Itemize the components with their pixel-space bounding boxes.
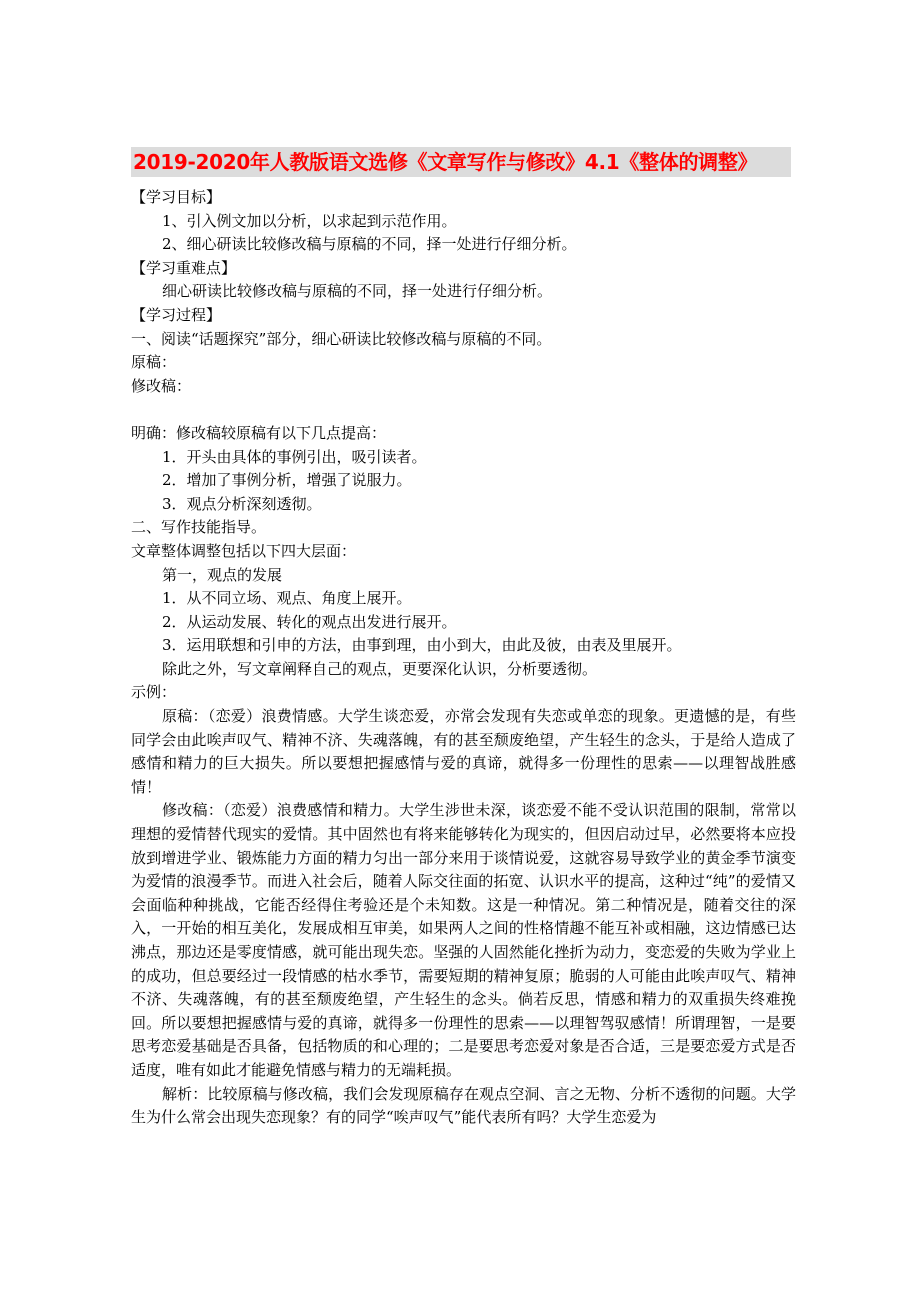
level-item: 2．从运动发展、转化的观点出发进行展开。 [162, 612, 457, 631]
step-one: 一、阅读“话题探究”部分，细心研读比较修改稿与原稿的不同。 [131, 329, 552, 348]
process-heading: 【学习过程】 [131, 305, 222, 324]
goal-item: 1、引入例文加以分析，以求起到示范作用。 [162, 211, 457, 230]
page-title: 2019-2020年人教版语文选修《文章写作与修改》4.1《整体的调整》 [131, 147, 791, 177]
step-two: 二、写作技能指导。 [131, 518, 267, 537]
original-label: 原稿： [131, 353, 177, 372]
example-original-paragraph: 原稿：（恋爱）浪费情感。大学生谈恋爱，亦常会发现有失恋或单恋的现象。更遗憾的是，有些同学会由此唉声叹气、精神不济、失魂落魄，有的甚至颓废绝望，产生轻生的念头，于是给人造成了感情和精力的巨大损失。所以要想把握感情与爱的真谛，就得多一份理性的思索——以理智战胜感情！ [131, 707, 796, 796]
besides-line: 除此之外，写文章阐释自己的观点，更要深化认识，分析要透彻。 [162, 659, 598, 678]
level-item: 1．从不同立场、观点、角度上展开。 [162, 589, 412, 608]
example-label: 示例： [131, 683, 177, 702]
clarify-line: 明确：修改稿较原稿有以下几点提高： [131, 423, 387, 442]
analysis-paragraph: 解析：比较原稿与修改稿，我们会发现原稿存在观点空洞、言之无物、分析不透彻的问题。大学生为什么常会出现失恋现象？有的同学“唉声叹气”能代表所有吗？大学生恋爱为 [131, 1084, 796, 1127]
clarify-item: 3．观点分析深刻透彻。 [162, 494, 322, 513]
goal-item: 2、细心研读比较修改稿与原稿的不同，择一处进行仔细分析。 [162, 235, 577, 254]
blank-line [131, 398, 796, 422]
levels-intro: 文章整体调整包括以下四大层面： [131, 541, 357, 560]
document-body [131, 186, 796, 1130]
level-heading: 第一，观点的发展 [162, 565, 283, 584]
revised-label: 修改稿： [131, 376, 192, 395]
clarify-item: 1．开头由具体的事例引出，吸引读者。 [162, 447, 427, 466]
clarify-item: 2．增加了事例分析，增强了说服力。 [162, 471, 412, 490]
example-revised-paragraph: 修改稿：（恋爱）浪费感情和精力。大学生涉世未深，谈恋爱不能不受认识范围的限制，常常以理想的爱情替代现实的爱情。其中固然也有将来能够转化为现实的，但因启动过早，必然要将本应投放到增进学业、锻炼能力方面的精力匀出一部分来用于谈情说爱，这就容易导致学业的黄金季节演变为爱情的浪漫季节。而进入社会后，随着人际交往面的拓宽、认识水平的提高，这种过“纯”的爱情又会面临种种挑战，它能否经得住考验还是个未知数。这是一种情况。第二种情况是，随着交往的深入，一开始的相互美化，发展成相互审美，如果两人之间的性格情趣不能互补或相融，这边情感已达沸点，那边还是零度情感，就可能出现失恋。坚强的人固然能化挫折为动力，变恋爱的失败为学业上的成功，但总要经过一段情感的枯水季节，需要短期的精神复原；脆弱的人可能由此唉声叹气、精神不济、失魂落魄，有的甚至颓废绝望，产生轻生的念头。倘若反思，情感和精力的双重损失终难挽回。所以要想把握感情与爱的真谛，就得多一份理性的思索——以理智驾驭感情！所谓理智，一是要思考恋爱基础是否具备，包括物质的和心理的；二是要思考恋爱对象是否合适，三是要恋爱方式是否适度，唯有如此才能避免情感与精力的无端耗损。 [131, 801, 796, 1079]
level-item: 3．运用联想和引申的方法，由事到理，由小到大，由此及彼，由表及里展开。 [162, 636, 682, 655]
goals-heading: 【学习目标】 [131, 188, 222, 206]
difficulty-heading: 【学习重难点】 [131, 258, 237, 277]
difficulty-item: 细心研读比较修改稿与原稿的不同，择一处进行仔细分析。 [162, 282, 553, 301]
